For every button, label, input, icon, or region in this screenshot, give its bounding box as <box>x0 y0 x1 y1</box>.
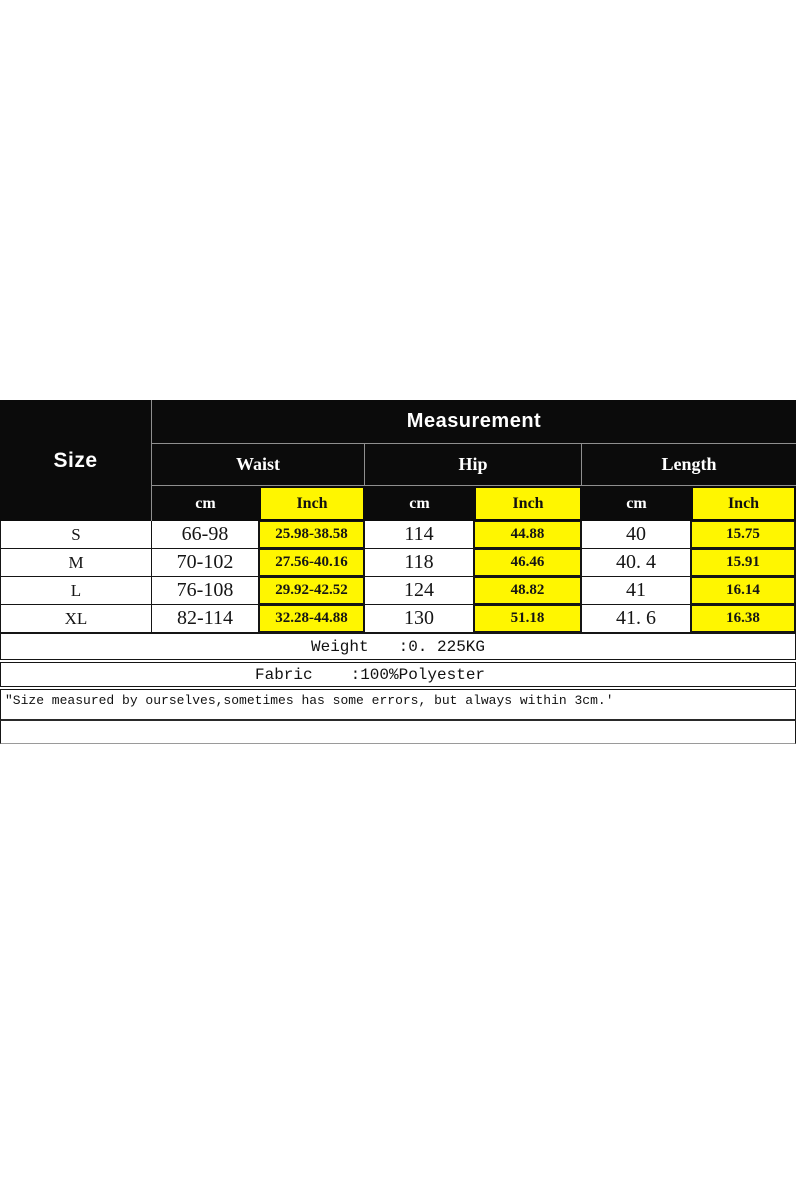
cell-waist-cm-3: 82-114 <box>152 605 259 633</box>
fabric-pair <box>255 666 485 684</box>
cell-hip-inch-1: 46.46 <box>474 549 582 577</box>
cell-hip-cm-2: 124 <box>365 577 474 605</box>
weight-value: :0. 225KG <box>398 637 486 656</box>
group-header-hip: Hip <box>365 444 582 486</box>
group-header-waist: Waist <box>152 444 365 486</box>
cell-length-cm-1: 40. 4 <box>582 549 691 577</box>
table-title: Measurement <box>152 400 796 444</box>
measurement-grid <box>0 400 796 633</box>
cell-hip-inch-2: 48.82 <box>474 577 582 605</box>
cell-waist-inch-1: 27.56-40.16 <box>259 549 365 577</box>
cell-waist-cm-2: 76-108 <box>152 577 259 605</box>
unit-header-waist-cm: cm <box>152 486 259 521</box>
group-header-length: Length <box>582 444 796 486</box>
cell-waist-inch-2: 29.92-42.52 <box>259 577 365 605</box>
disclaimer-text: "Size measured by ourselves,sometimes has some errors, but always within 3cm.' <box>5 693 614 708</box>
cell-hip-cm-3: 130 <box>365 605 474 633</box>
cell-waist-inch-0: 25.98-38.58 <box>259 521 365 549</box>
cell-waist-cm-0: 66-98 <box>152 521 259 549</box>
cell-hip-inch-3: 51.18 <box>474 605 582 633</box>
cell-length-cm-2: 41 <box>582 577 691 605</box>
weight-row <box>0 633 796 660</box>
fabric-value: :100%Polyester <box>350 665 486 684</box>
cell-size-0: S <box>0 521 152 549</box>
cell-length-inch-0: 15.75 <box>691 521 796 549</box>
cell-hip-cm-1: 118 <box>365 549 474 577</box>
cell-waist-cm-1: 70-102 <box>152 549 259 577</box>
cell-size-1: M <box>0 549 152 577</box>
weight-label: Weight <box>310 637 369 656</box>
empty-bottom-row <box>0 721 796 744</box>
cell-size-3: XL <box>0 605 152 633</box>
fabric-label: Fabric <box>254 665 313 684</box>
weight-pair <box>311 638 485 656</box>
cell-hip-cm-0: 114 <box>365 521 474 549</box>
unit-header-length-inch: Inch <box>691 486 796 521</box>
unit-header-hip-inch: Inch <box>474 486 582 521</box>
cell-hip-inch-0: 44.88 <box>474 521 582 549</box>
cell-waist-inch-3: 32.28-44.88 <box>259 605 365 633</box>
cell-size-2: L <box>0 577 152 605</box>
unit-header-waist-inch: Inch <box>259 486 365 521</box>
unit-header-hip-cm: cm <box>365 486 474 521</box>
fabric-row <box>0 662 796 687</box>
size-chart-table <box>0 400 796 744</box>
unit-header-length-cm: cm <box>582 486 691 521</box>
disclaimer-row <box>0 689 796 721</box>
cell-length-inch-2: 16.14 <box>691 577 796 605</box>
cell-length-cm-3: 41. 6 <box>582 605 691 633</box>
size-column-header: Size <box>0 400 152 521</box>
cell-length-inch-3: 16.38 <box>691 605 796 633</box>
cell-length-inch-1: 15.91 <box>691 549 796 577</box>
cell-length-cm-0: 40 <box>582 521 691 549</box>
